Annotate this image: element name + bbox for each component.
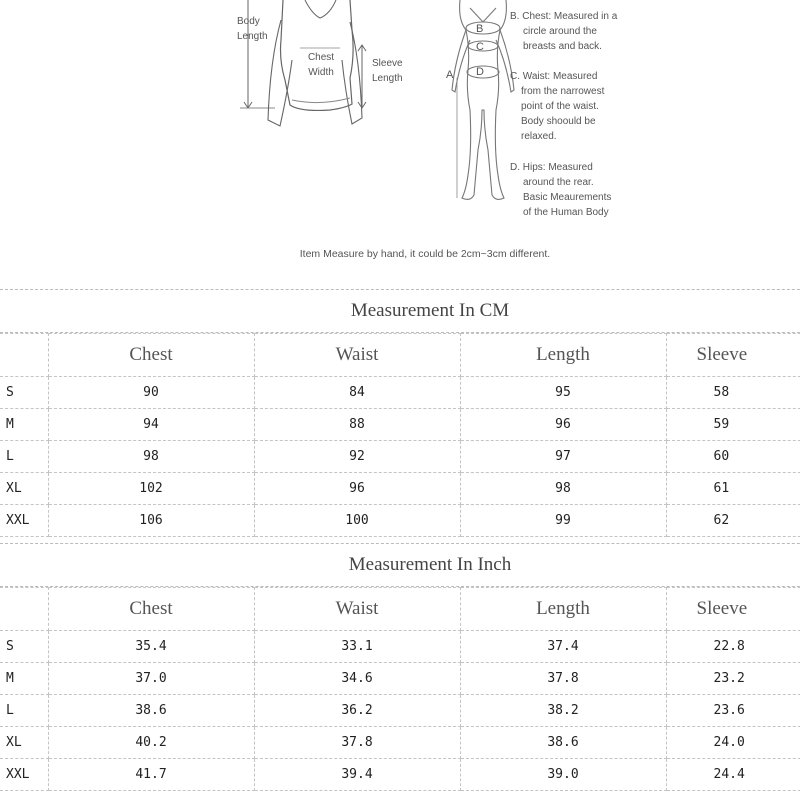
- hips-description: [510, 160, 611, 220]
- waist-description: [510, 69, 604, 144]
- hips-description-line: D. Hips: Measured: [510, 162, 593, 173]
- chest-cell: 106: [48, 505, 254, 537]
- sleeve-cell: 61: [666, 473, 800, 505]
- length-cell: 98: [460, 473, 666, 505]
- size-cell: XL: [0, 473, 48, 505]
- table-header-row: [0, 588, 800, 631]
- length-header: Length: [460, 334, 666, 377]
- inch-size-table: [0, 587, 800, 791]
- inch-table-block: [0, 543, 800, 791]
- chest-cell: 35.4: [48, 631, 254, 663]
- chest-cell: 41.7: [48, 759, 254, 791]
- length-cell: 37.8: [460, 663, 666, 695]
- hips-description-line: around the rear.: [523, 177, 594, 188]
- length-cell: 95: [460, 377, 666, 409]
- body-length-label: [237, 14, 268, 44]
- chest-description-line: B. Chest: Measured in a: [510, 11, 618, 22]
- size-cell: S: [0, 631, 48, 663]
- waist-description-line: from the narrowest: [521, 86, 605, 97]
- marker-d: D: [476, 66, 484, 78]
- size-cell: S: [0, 377, 48, 409]
- chest-description: [510, 9, 617, 54]
- table-row: [0, 409, 800, 441]
- chest-cell: 37.0: [48, 663, 254, 695]
- length-header: Length: [460, 588, 666, 631]
- sleeve-cell: 24.4: [666, 759, 800, 791]
- chest-description-line: circle around the: [523, 26, 597, 37]
- sleeve-cell: 58: [666, 377, 800, 409]
- marker-a: A: [446, 69, 454, 81]
- sleeve-header: Sleeve: [666, 334, 800, 377]
- length-cell: 39.0: [460, 759, 666, 791]
- cm-table-block: [0, 289, 800, 537]
- length-cell: 99: [460, 505, 666, 537]
- chest-description-line: breasts and back.: [523, 41, 602, 52]
- size-header: [0, 334, 48, 377]
- sleeve-length-label-line: Sleeve: [372, 58, 403, 69]
- size-cell: L: [0, 695, 48, 727]
- size-cell: M: [0, 663, 48, 695]
- size-cell: XXL: [0, 505, 48, 537]
- hips-description-line: Basic Meaurements: [523, 192, 612, 203]
- waist-cell: 100: [254, 505, 460, 537]
- marker-c: C: [476, 41, 484, 53]
- waist-cell: 96: [254, 473, 460, 505]
- size-cell: XXL: [0, 759, 48, 791]
- sleeve-cell: 62: [666, 505, 800, 537]
- waist-cell: 92: [254, 441, 460, 473]
- length-cell: 38.2: [460, 695, 666, 727]
- marker-b: B: [476, 23, 484, 35]
- chest-width-label-line: Width: [308, 67, 334, 78]
- body-length-label-line: Length: [237, 31, 268, 42]
- table-row: [0, 377, 800, 409]
- measurement-diagram: [0, 0, 800, 280]
- size-header: [0, 588, 48, 631]
- waist-header: Waist: [254, 588, 460, 631]
- table-row: [0, 759, 800, 791]
- sleeve-cell: 24.0: [666, 727, 800, 759]
- waist-cell: 88: [254, 409, 460, 441]
- waist-cell: 39.4: [254, 759, 460, 791]
- chest-cell: 98: [48, 441, 254, 473]
- cm-table-title: Measurement In CM: [0, 289, 800, 333]
- chest-cell: 90: [48, 377, 254, 409]
- sleeve-cell: 59: [666, 409, 800, 441]
- length-cell: 38.6: [460, 727, 666, 759]
- body-length-label-line: Body: [237, 16, 260, 27]
- waist-description-line: point of the waist.: [521, 101, 599, 112]
- size-cell: M: [0, 409, 48, 441]
- sleeve-cell: 60: [666, 441, 800, 473]
- chest-cell: 40.2: [48, 727, 254, 759]
- waist-description-line: Body shoould be: [521, 116, 596, 127]
- size-cell: L: [0, 441, 48, 473]
- chest-width-label: [306, 50, 336, 80]
- sleeve-cell: 23.2: [666, 663, 800, 695]
- waist-header: Waist: [254, 334, 460, 377]
- hips-description-line: of the Human Body: [523, 207, 609, 218]
- table-row: [0, 473, 800, 505]
- garment-body-illustration: [0, 0, 800, 240]
- sleeve-length-label-line: Length: [372, 73, 403, 84]
- table-row: [0, 441, 800, 473]
- waist-description-line: relaxed.: [521, 131, 557, 142]
- waist-cell: 34.6: [254, 663, 460, 695]
- size-cell: XL: [0, 727, 48, 759]
- table-row: [0, 727, 800, 759]
- chest-width-label-line: Chest: [307, 52, 335, 63]
- waist-cell: 36.2: [254, 695, 460, 727]
- length-cell: 37.4: [460, 631, 666, 663]
- table-header-row: [0, 334, 800, 377]
- chest-header: Chest: [48, 588, 254, 631]
- sleeve-cell: 23.6: [666, 695, 800, 727]
- length-cell: 96: [460, 409, 666, 441]
- table-row: [0, 505, 800, 537]
- chest-cell: 94: [48, 409, 254, 441]
- sleeve-length-label: [372, 56, 403, 86]
- cm-size-table: [0, 333, 800, 537]
- waist-cell: 33.1: [254, 631, 460, 663]
- chest-cell: 38.6: [48, 695, 254, 727]
- inch-table-title: Measurement In Inch: [0, 543, 800, 587]
- length-cell: 97: [460, 441, 666, 473]
- chest-header: Chest: [48, 334, 254, 377]
- table-row: [0, 631, 800, 663]
- table-row: [0, 695, 800, 727]
- measurement-note: Item Measure by hand, it could be 2cm~3cm different.: [299, 248, 551, 260]
- sleeve-cell: 22.8: [666, 631, 800, 663]
- waist-cell: 84: [254, 377, 460, 409]
- sleeve-header: Sleeve: [666, 588, 800, 631]
- waist-description-line: C. Waist: Measured: [510, 71, 598, 82]
- table-row: [0, 663, 800, 695]
- waist-cell: 37.8: [254, 727, 460, 759]
- chest-cell: 102: [48, 473, 254, 505]
